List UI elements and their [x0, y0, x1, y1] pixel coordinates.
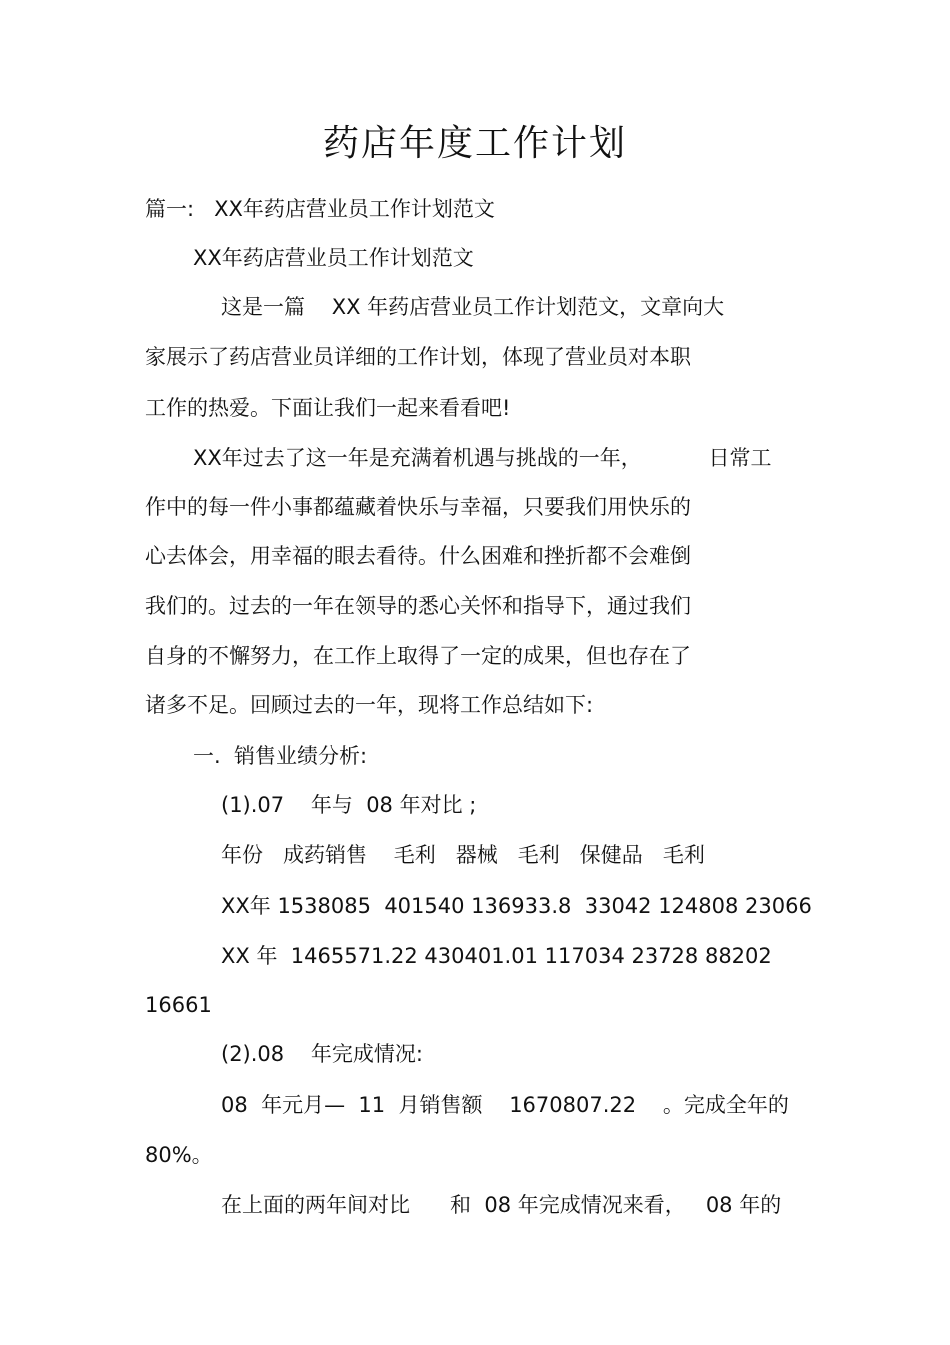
paragraph-line: XX年过去了这一年是充满着机遇与挑战的一年， 日常工: [193, 446, 772, 470]
paragraph-line: 诸多不足。回顾过去的一年，现将工作总结如下:: [145, 693, 594, 717]
paragraph-line: 08 年元月— 11 月销售额 1670807.22 。完成全年的: [221, 1093, 789, 1117]
list-item: (2).08 年完成情况:: [221, 1042, 423, 1066]
paragraph-line: 家展示了药店营业员详细的工作计划，体现了营业员对本职: [145, 345, 691, 369]
table-header-line: 年份 成药销售 毛利 器械 毛利 保健品 毛利: [221, 843, 705, 867]
table-row-line: XX 年 1465571.22 430401.01 117034 23728 88202: [221, 944, 772, 968]
paragraph-line: 80%。: [145, 1143, 213, 1167]
paragraph-line: 工作的热爱。下面让我们一起来看看吧!: [145, 396, 511, 420]
paragraph-line: 自身的不懈努力，在工作上取得了一定的成果，但也存在了: [145, 644, 691, 668]
subtitle: XX年药店营业员工作计划范文: [193, 246, 474, 270]
paragraph-line: 心去体会，用幸福的眼去看待。什么困难和挫折都不会难倒: [145, 544, 691, 568]
paragraph-line: 作中的每一件小事都蕴藏着快乐与幸福，只要我们用快乐的: [145, 495, 691, 519]
paragraph-line: 在上面的两年间对比 和 08 年完成情况来看， 08 年的: [221, 1193, 782, 1217]
document-title: 药店年度工作计划: [322, 123, 627, 164]
list-heading: 一. 销售业绩分析:: [193, 744, 368, 768]
paragraph-line: 这是一篇 XX 年药店营业员工作计划范文，文章向大: [221, 295, 725, 319]
paragraph-line: 我们的。过去的一年在领导的悉心关怀和指导下，通过我们: [145, 594, 691, 618]
table-row-line: XX年 1538085 401540 136933.8 33042 124808 23066: [221, 894, 812, 918]
list-item: (1).07 年与 08 年对比 ;: [221, 793, 477, 817]
table-row-continuation: 16661: [145, 993, 212, 1017]
section-heading: 篇一: XX年药店营业员工作计划范文: [145, 197, 495, 221]
